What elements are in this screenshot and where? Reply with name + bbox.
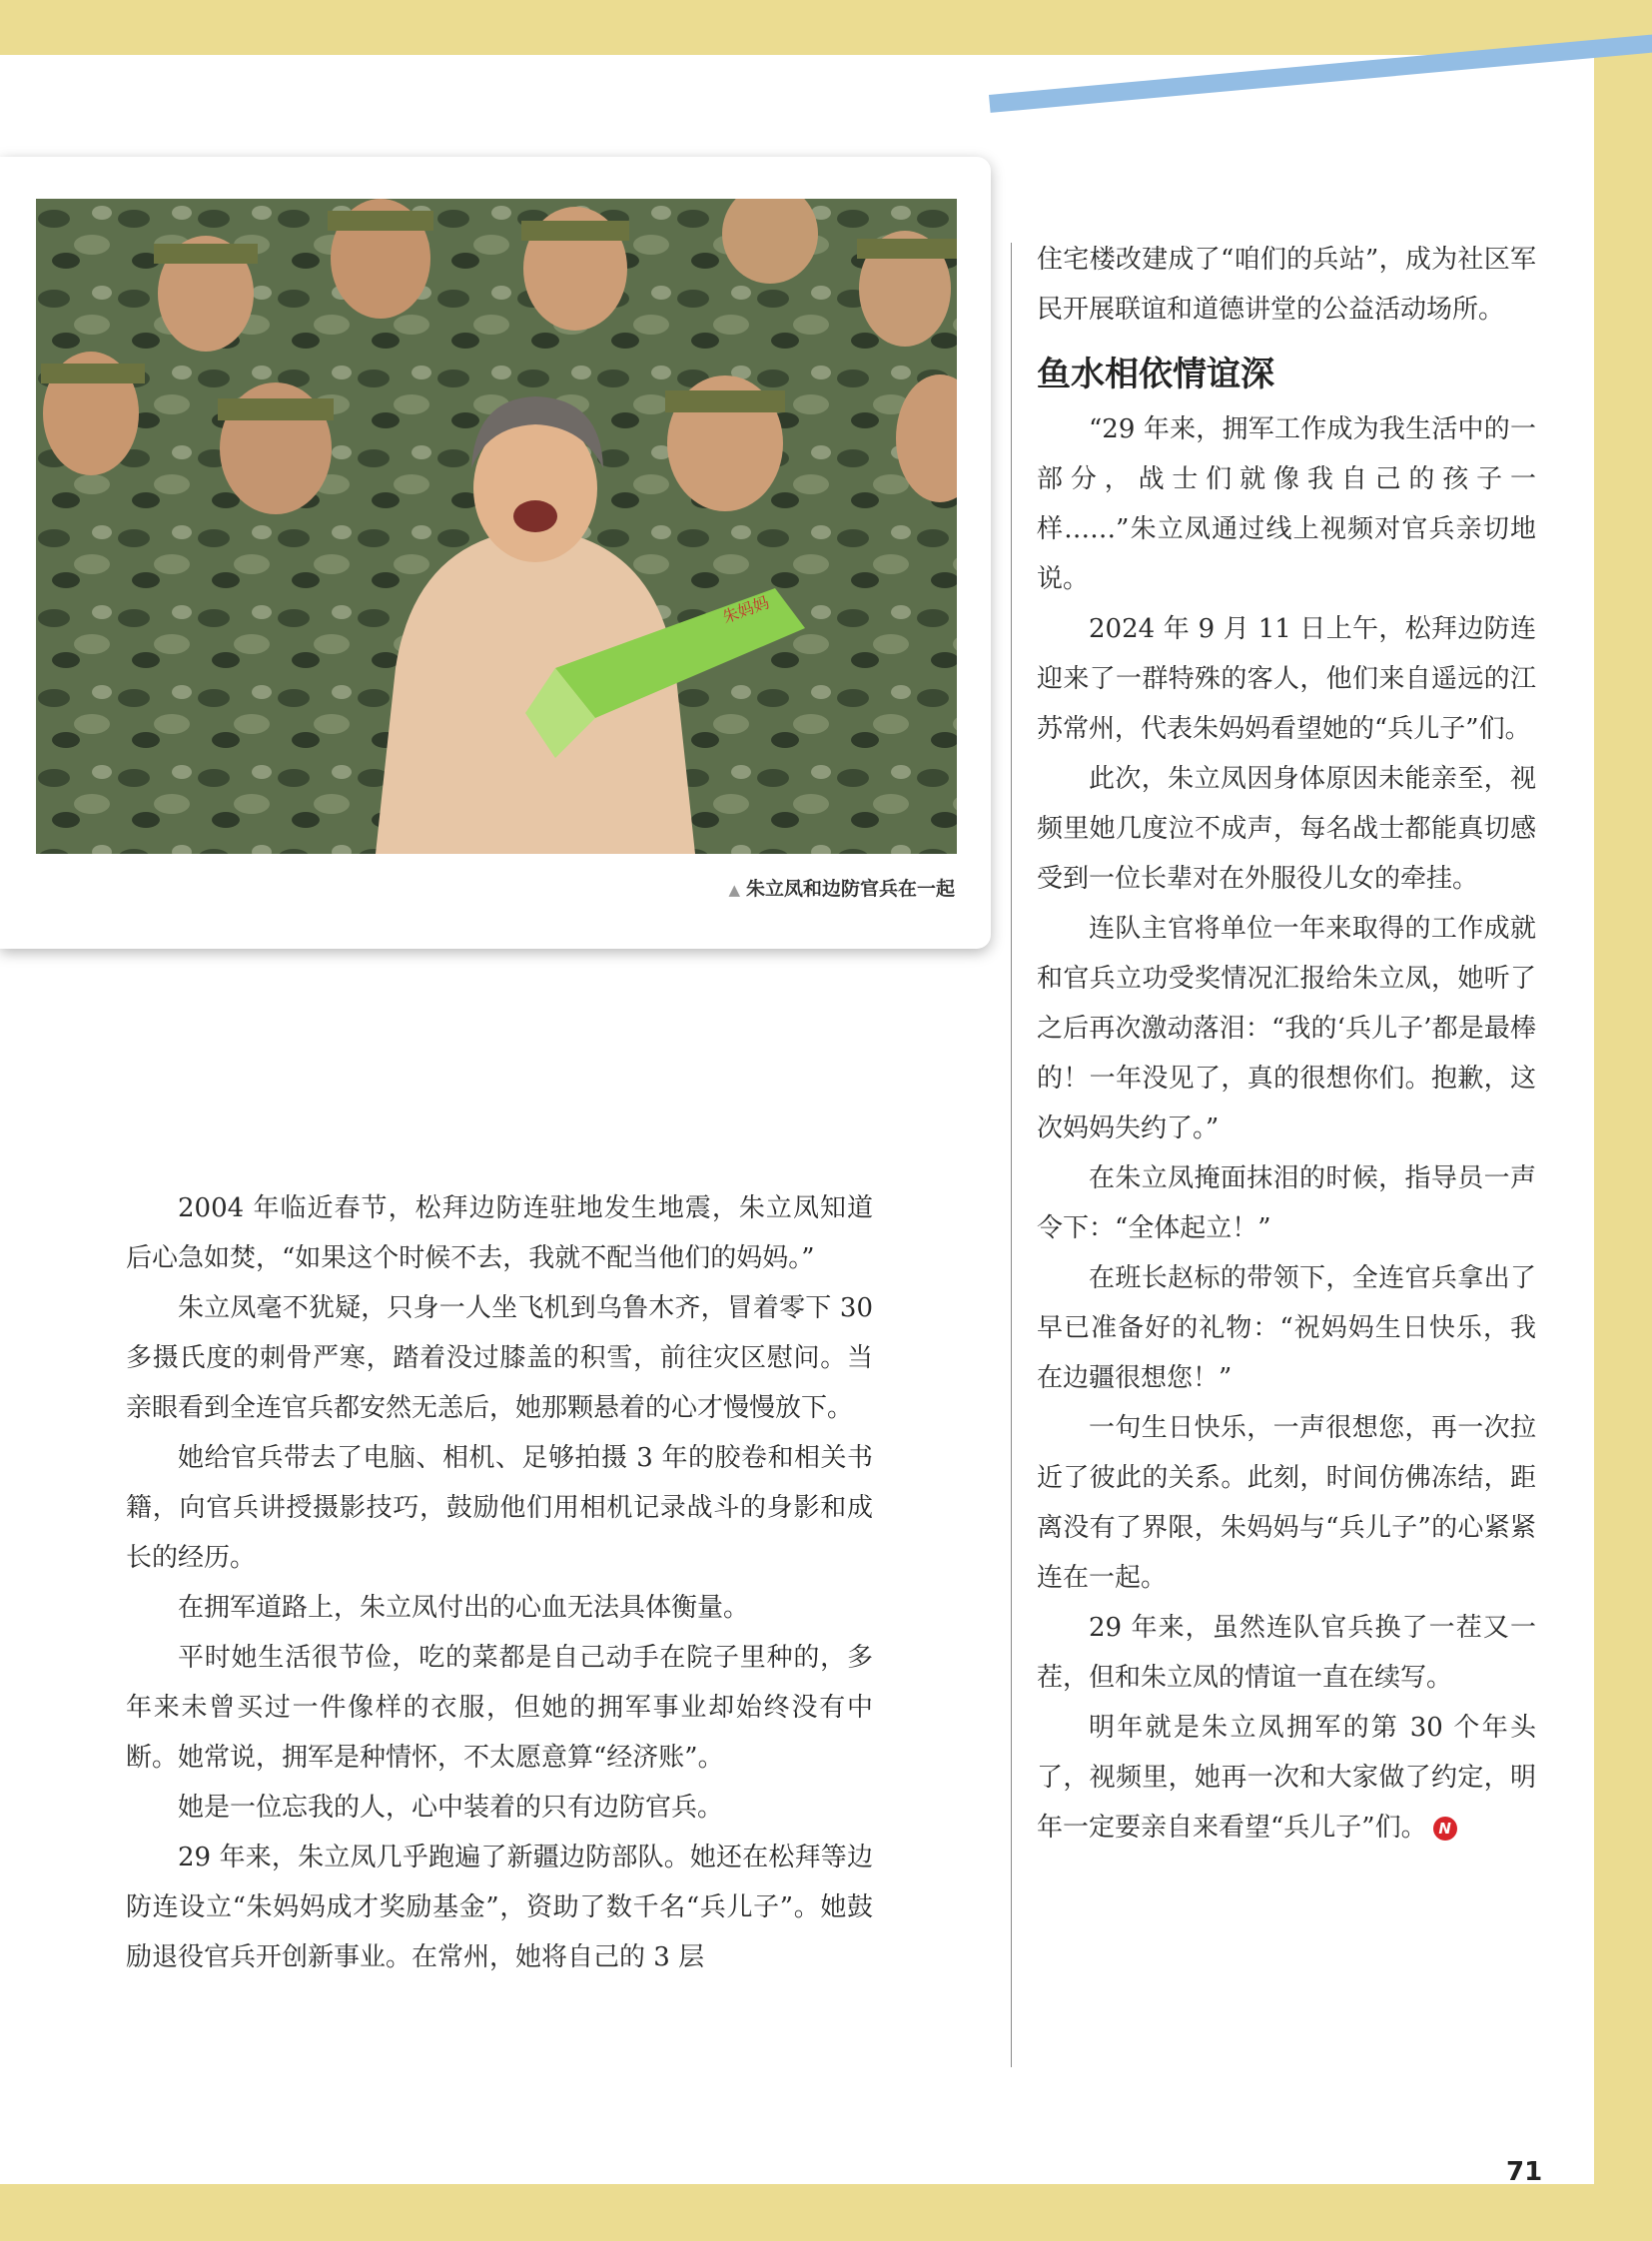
book-cover-text: 朱妈妈 [719,592,772,627]
paragraph: 2004 年临近春节，松拜边防连驻地发生地震，朱立凤知道后心急如焚，“如果这个时候不去，我就不配当他们的妈妈。” [126,1193,873,1273]
page-number: 71 [1506,2157,1543,2187]
paragraph: 2024 年 9 月 11 日上午，松拜边防连迎来了一群特殊的客人，他们来自遥远的江苏常州，代表朱妈妈看望她的“兵儿子”们。 [1037,614,1536,744]
photo-soldiers-with-zhu-lifeng [36,199,957,854]
last-paragraph [1037,1703,1536,1853]
column-divider [1011,243,1012,2067]
photo-card [0,157,991,949]
paragraph: “29 年来，拥军工作成为我生活中的一部分，战士们就像我自己的孩子一样……”朱立凤通过线上视频对官兵亲切地说。 [1037,414,1536,594]
left-article-column [126,1183,873,1982]
paragraph: 在朱立凤掩面抹泪的时候，指导员一声令下：“全体起立！” [1037,1163,1536,1243]
paragraph: 朱立凤毫不犹疑，只身一人坐飞机到乌鲁木齐，冒着零下 30 多摄氏度的刺骨严寒，踏着没过膝盖的积雪，前往灾区慰问。当亲眼看到全连官兵都安然无恙后，她那颗悬着的心才慢慢放下。 [126,1293,873,1423]
paragraph: 她给官兵带去了电脑、相机、足够拍摄 3 年的胶卷和相关书籍，向官兵讲授摄影技巧，鼓励他们用相机记录战斗的身影和成长的经历。 [126,1443,873,1573]
photo-illustration [36,199,957,854]
paragraph: 在班长赵标的带领下，全连官兵拿出了早已准备好的礼物：“祝妈妈生日快乐，我在边疆很想您！” [1037,1263,1536,1393]
paragraph: 平时她生活很节俭，吃的菜都是自己动手在院子里种的，多年来未曾买过一件像样的衣服，但她的拥军事业却始终没有中断。她常说，拥军是种情怀，不太愿意算“经济账”。 [126,1643,873,1773]
paragraph: 29 年来，虽然连队官兵换了一茬又一茬，但和朱立凤的情谊一直在续写。 [1037,1613,1536,1693]
paragraph-text: 明年就是朱立凤拥军的第 30 个年头了，视频里，她再一次和大家做了约定，明年一定要亲自来看望“兵儿子”们。 [1037,1713,1536,1843]
caption-text: 朱立凤和边防官兵在一起 [745,878,955,900]
end-mark-icon: N [1433,1817,1457,1841]
paragraph: 在拥军道路上，朱立凤付出的心血无法具体衡量。 [178,1593,750,1623]
caption-arrow-icon: ▲ [728,881,740,899]
paragraph: 连队主官将单位一年来取得的工作成就和官兵立功受奖情况汇报给朱立凤，她听了之后再次激动落泪：“我的‘兵儿子’都是最棒的！一年没见了，真的很想你们。抱歉，这次妈妈失约了。” [1037,914,1536,1143]
photo-caption [728,874,955,901]
paragraph: 一句生日快乐，一声很想您，再一次拉近了彼此的关系。此刻，时间仿佛冻结，距离没有了界限，朱妈妈与“兵儿子”的心紧紧连在一起。 [1037,1413,1536,1593]
paragraph: 29 年来，朱立凤几乎跑遍了新疆边防部队。她还在松拜等边防连设立“朱妈妈成才奖励基金”，资助了数千名“兵儿子”。她鼓励退役官兵开创新事业。在常州，她将自己的 3 层 [126,1843,873,1972]
section-heading: 鱼水相依情谊深 [1037,355,1274,394]
right-article-column [1037,235,1536,1853]
paragraph: 她是一位忘我的人，心中装着的只有边防官兵。 [178,1793,724,1823]
continued-paragraph: 住宅楼改建成了“咱们的兵站”，成为社区军民开展联谊和道德讲堂的公益活动场所。 [1037,245,1536,325]
paragraph: 此次，朱立凤因身体原因未能亲至，视频里她几度泣不成声，每名战士都能真切感受到一位长辈对在外服役儿女的牵挂。 [1037,764,1536,894]
